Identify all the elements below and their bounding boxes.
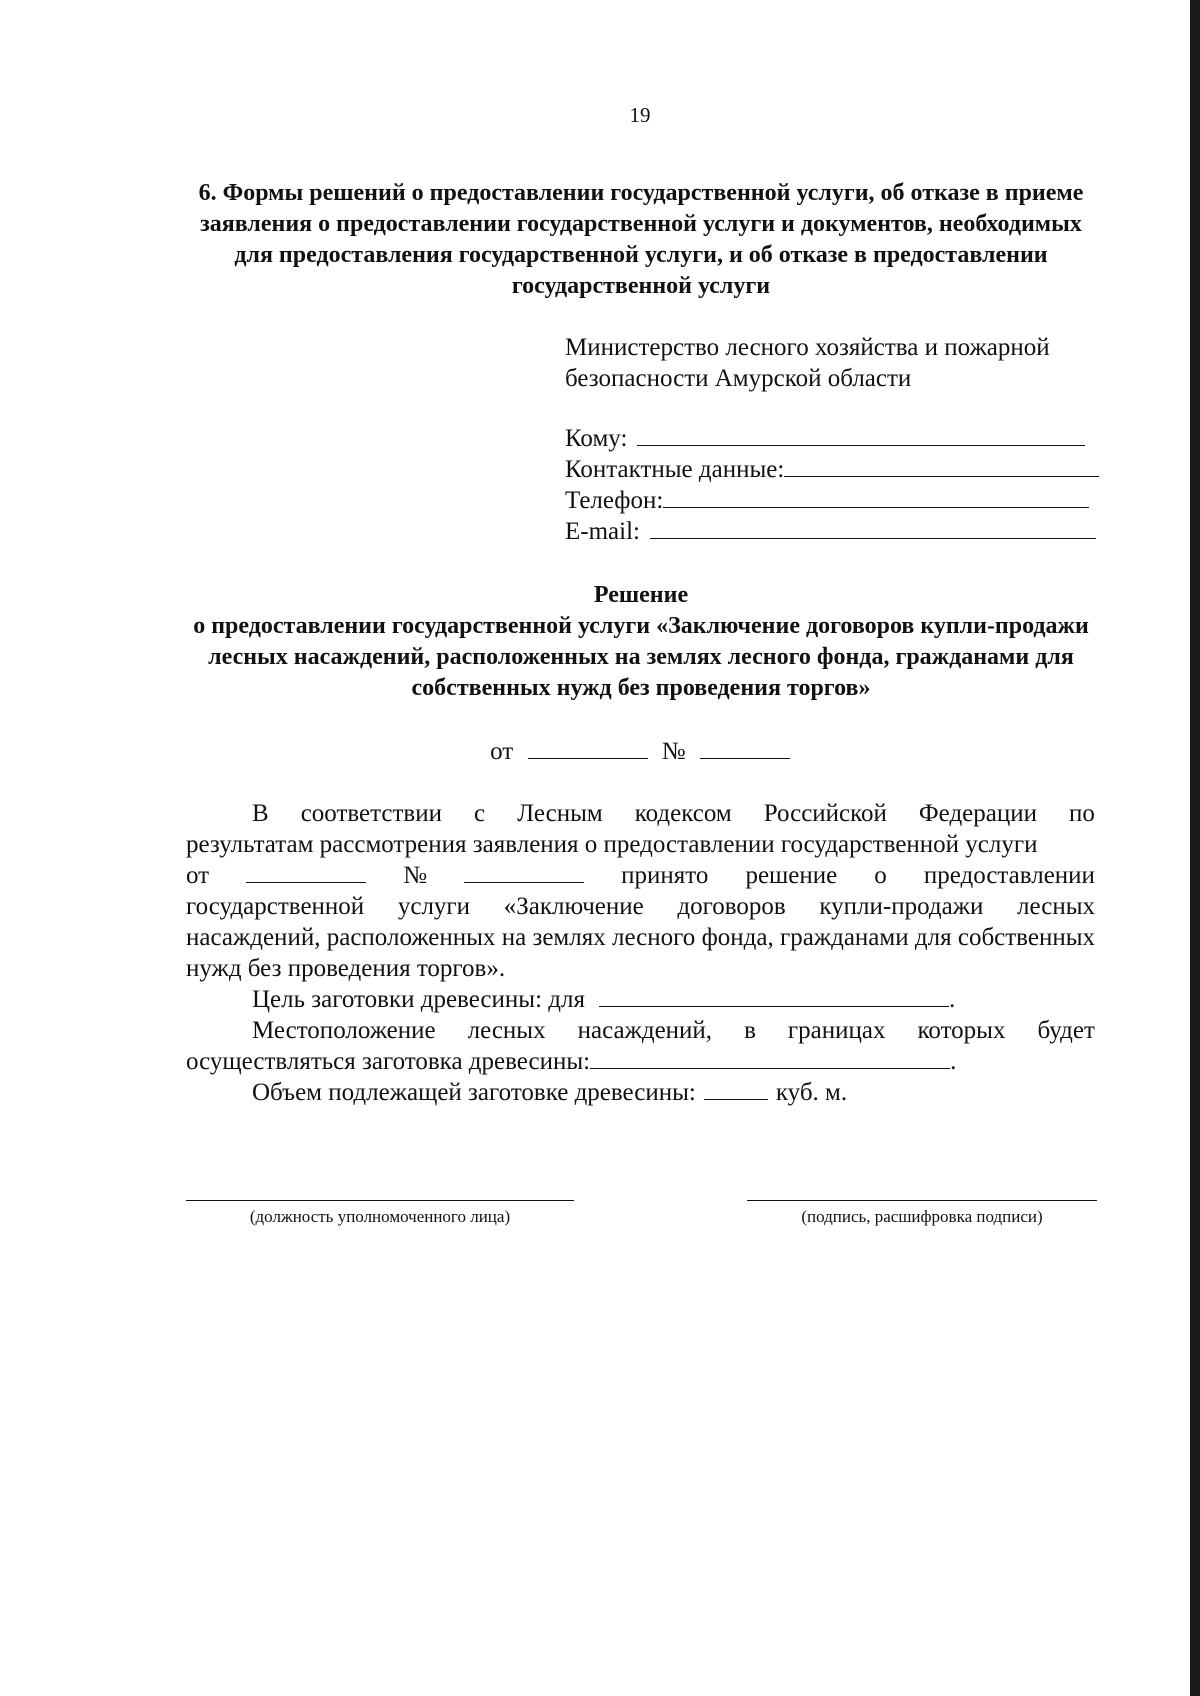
decision-number-label: № xyxy=(661,738,686,765)
body-line-3 xyxy=(186,860,1095,891)
body-line-1-text-word: Федерации xyxy=(918,800,1037,827)
purpose-blank[interactable] xyxy=(599,1005,949,1007)
decision-from-label: от xyxy=(490,738,514,765)
body-paragraph-rest: государственной услуги «Заключение договоров купли-продажи лесных насаждений, расположенных на землях лесного фонда, гражданами для собственных нужд без проведения торгов». xyxy=(186,893,1095,982)
decision-title: Решение xyxy=(593,582,689,608)
recipient-block xyxy=(565,332,1105,547)
location-blank[interactable] xyxy=(590,1067,950,1069)
purpose-line xyxy=(186,984,1095,1015)
application-number-blank[interactable] xyxy=(464,881,584,883)
email-label: E-mail: xyxy=(565,518,640,545)
body-line-1-text-word: Российской xyxy=(763,800,887,827)
body-line-1 xyxy=(186,798,1095,829)
phone-label: Телефон: xyxy=(565,487,664,514)
location-text-1 xyxy=(252,1015,1095,1046)
email-field xyxy=(565,516,1096,547)
location-text-1-word: которых xyxy=(917,1017,1006,1044)
location-period: . xyxy=(950,1048,957,1075)
decision-title-block xyxy=(186,580,1096,704)
decision-subtitle: о предоставлении государственной услуги «Заключение договоров купли-продажи лесных насаждений, расположенных на землях лесного фонда, гражданами для собственных нужд без проведения торгов» xyxy=(193,613,1089,701)
application-number-label: № xyxy=(403,862,428,889)
decision-body xyxy=(186,798,1095,1108)
scan-edge xyxy=(1190,0,1200,1696)
body-line-1-text-word: с xyxy=(473,800,486,827)
purpose-label: Цель заготовки древесины: для xyxy=(252,986,585,1013)
volume-unit: куб. м. xyxy=(775,1079,848,1106)
contacts-blank[interactable] xyxy=(784,475,1099,477)
body-line-1-text-word: В xyxy=(252,800,269,827)
body-line-2: результатам рассмотрения заявления о предоставлении государственной услуги xyxy=(186,831,1038,858)
body-line-1-text xyxy=(252,798,1095,829)
email-blank[interactable] xyxy=(650,537,1096,539)
body-line-1-text-word: кодексом xyxy=(634,800,732,827)
accepted-word: принято xyxy=(621,862,709,889)
location-text-1-word: в xyxy=(744,1017,756,1044)
ministry-name: Министерство лесного хозяйства и пожарной безопасности Амурской области xyxy=(565,334,1050,392)
contacts-field xyxy=(565,454,1099,485)
location-line-1 xyxy=(186,1015,1095,1046)
to-field xyxy=(565,423,1085,454)
page-number: 19 xyxy=(629,103,651,127)
to-blank[interactable] xyxy=(637,444,1085,446)
to-label: Кому: xyxy=(565,425,628,452)
volume-blank[interactable] xyxy=(704,1098,768,1100)
application-from-label: от xyxy=(186,862,210,889)
location-text-1-word: будет xyxy=(1037,1017,1095,1044)
section-heading: 6. Формы решений о предоставлении государственной услуги, об отказе в приеме заявления о предоставлении государственной услуги и документов, необходимых для предоставления государственной услуги, и об отказе в предоставлении государственной услуги xyxy=(198,180,1084,299)
volume-label: Объем подлежащей заготовке древесины: xyxy=(252,1079,696,1106)
signature-caption: (подпись, расшифровка подписи) xyxy=(801,1207,1043,1226)
contacts-label: Контактные данные: xyxy=(565,456,785,483)
body-line-1-text-word: Лесным xyxy=(517,800,603,827)
signature-line[interactable] xyxy=(747,1200,1097,1201)
body-line-1-text-word: по xyxy=(1069,800,1095,827)
position-caption: (должность уполномоченного лица) xyxy=(249,1207,511,1226)
o-word: о xyxy=(874,862,887,889)
purpose-period: . xyxy=(948,986,956,1013)
phone-field xyxy=(565,485,1089,516)
location-text-1-word: насаждений, xyxy=(577,1017,713,1044)
application-date-blank[interactable] xyxy=(246,881,366,883)
location-text-1-word: Местоположение xyxy=(252,1017,436,1044)
volume-line xyxy=(186,1077,1095,1108)
location-line-2 xyxy=(186,1046,1095,1077)
location-text-1-word: границах xyxy=(787,1017,886,1044)
decision-word: решение xyxy=(745,862,838,889)
body-line-1-text-word: соответствии xyxy=(300,800,442,827)
decision-date-blank[interactable] xyxy=(528,757,648,759)
provision-word: предоставлении xyxy=(923,862,1095,889)
decision-number-blank[interactable] xyxy=(700,757,790,759)
phone-blank[interactable] xyxy=(663,506,1089,508)
position-signature-line[interactable] xyxy=(186,1200,574,1201)
location-text-1-word: лесных xyxy=(467,1017,546,1044)
decision-date-number-line xyxy=(0,738,1200,766)
location-text-2: осуществляться заготовка древесины: xyxy=(186,1048,591,1075)
